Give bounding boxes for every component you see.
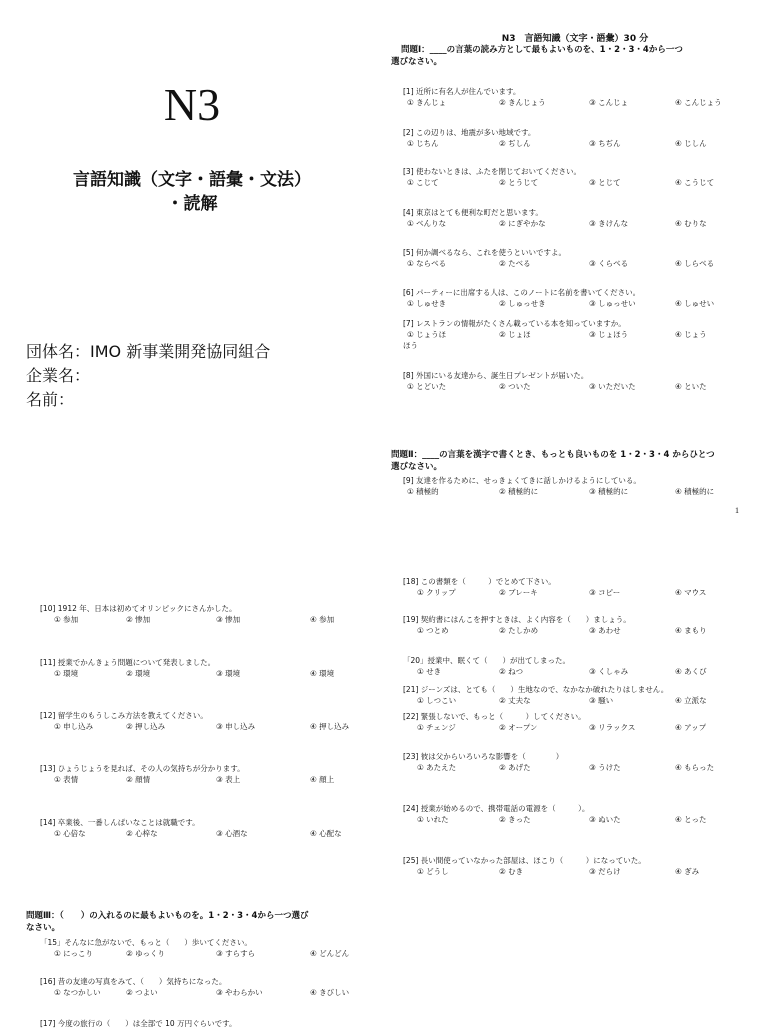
answer-options xyxy=(403,258,715,269)
question-item xyxy=(40,710,350,732)
answer-option[interactable]: ④ あくび xyxy=(675,667,707,676)
answer-option[interactable]: ① にっこり xyxy=(54,949,93,958)
question-stem: [8] 外国にいる友達から、誕生日プレゼントが届いた。 xyxy=(403,371,589,380)
section3-heading xyxy=(26,910,308,934)
answer-option[interactable]: ① 心倍な xyxy=(54,829,86,838)
answer-option[interactable]: ① せき xyxy=(417,667,442,676)
answer-option[interactable]: ③ リラックス xyxy=(589,723,636,732)
answer-option[interactable]: ③ やわらかい xyxy=(216,988,263,997)
answer-options xyxy=(40,614,335,625)
answer-option[interactable]: ② 心梓な xyxy=(126,829,158,838)
question-item xyxy=(40,763,335,785)
question-item xyxy=(40,603,335,625)
answer-option[interactable]: ④ 立派な xyxy=(675,696,707,705)
question-stem: [24] 授業が始めるので、携帯電話の電源を（ ）。 xyxy=(403,804,590,813)
answer-option[interactable]: ① ならべる xyxy=(407,259,447,268)
answer-option[interactable]: ② ついた xyxy=(499,382,531,391)
section2-heading xyxy=(391,449,715,473)
answer-option[interactable]: ① とどいた xyxy=(407,382,447,391)
question-stem: 「20」授業中、眠くて（ ）が出てしまった。 xyxy=(403,656,571,665)
answer-option[interactable]: ③ くしゃみ xyxy=(589,667,629,676)
answer-option[interactable]: ② じょほ xyxy=(499,330,531,339)
answer-option[interactable]: ② 惨加 xyxy=(126,615,151,624)
answer-options xyxy=(40,774,335,785)
answer-option[interactable]: ② 押し込み xyxy=(126,722,166,731)
question-stem: [12] 留学生のもうしこみ方法を教えてください。 xyxy=(40,711,208,720)
page-number: 1 xyxy=(735,506,739,515)
answer-options xyxy=(403,722,707,733)
answer-option[interactable]: ① じょうほ xyxy=(407,330,447,339)
question-stem: [17] 今度の旅行の（ ）は全部で 10 万円ぐらいです。 xyxy=(40,1019,237,1028)
answer-option[interactable]: ④ しらべる xyxy=(675,259,715,268)
answer-options xyxy=(40,668,335,679)
question-stem: [4] 東京はとても便利な町だと思います。 xyxy=(403,208,543,217)
answer-option[interactable]: ③ うけた xyxy=(589,763,621,772)
question-stem: [1] 近所に有名人が住んでいます。 xyxy=(403,87,521,96)
answer-option[interactable]: ③ しゅっせい xyxy=(589,299,636,308)
answer-option[interactable]: ③ くらべる xyxy=(589,259,629,268)
question-item xyxy=(403,751,715,773)
answer-option[interactable]: ③ すらすら xyxy=(216,949,256,958)
answer-option[interactable]: ③ 心酒な xyxy=(216,829,248,838)
answer-option[interactable]: ② 積極的に xyxy=(499,487,539,496)
answer-options xyxy=(403,329,707,351)
cover-title: N3 xyxy=(163,79,221,130)
answer-option[interactable]: ④ しゅせい xyxy=(675,299,715,308)
answer-option[interactable]: ④ むりな xyxy=(675,219,707,228)
answer-options xyxy=(403,666,707,677)
question-item xyxy=(403,166,715,188)
cover-subtitle xyxy=(0,168,384,216)
answer-option[interactable]: ① 積極的 xyxy=(407,487,439,496)
answer-option[interactable]: ② しゅっせき xyxy=(499,299,546,308)
answer-option[interactable]: ② きった xyxy=(499,815,531,824)
question-stem: [21] ジーンズは、とても（ ）生地なので、なかなか破れたりはしません。 xyxy=(403,685,669,694)
cover-subtitle-line2: ・読解 xyxy=(166,194,218,214)
answer-option[interactable]: ② 環境 xyxy=(126,669,151,678)
answer-option[interactable]: ④ もらった xyxy=(675,763,715,772)
answer-option[interactable]: ① クリップ xyxy=(417,588,456,597)
answer-option[interactable]: ① しつこい xyxy=(417,696,457,705)
answer-options xyxy=(403,218,707,229)
question-item xyxy=(403,207,707,229)
answer-option[interactable]: ④ 押し込み xyxy=(310,722,350,731)
answer-option[interactable]: ③ 申し込み xyxy=(216,722,256,731)
question-item xyxy=(40,657,335,679)
answer-option[interactable]: ③ とじて xyxy=(589,178,621,187)
answer-options xyxy=(40,828,342,839)
answer-option[interactable]: ① 申し込み xyxy=(54,722,94,731)
question-stem: [19] 契約書にはんこを押すときは、よく内容を（ ）ましょう。 xyxy=(403,615,631,624)
question-stem: [9] 友達を作るために、せっきょくてきに話しかけるようにしている。 xyxy=(403,476,641,485)
answer-option[interactable]: ① チェンジ xyxy=(417,723,456,732)
answer-options xyxy=(403,298,715,309)
answer-option[interactable]: ② ぢしん xyxy=(499,139,531,148)
question-stem: [7] レストランの情報がたくさん載っている本を知っていますか。 xyxy=(403,319,626,328)
cover-info xyxy=(26,340,270,412)
question-item xyxy=(403,370,707,392)
question-stem: [2] この辺りは、地震が多い地域です。 xyxy=(403,128,536,137)
answer-option[interactable]: ① 環境 xyxy=(54,669,79,678)
section1-heading xyxy=(391,44,683,68)
question-item xyxy=(403,86,722,108)
question-stem: [5] 何か調べるなら、これを使うといいですよ。 xyxy=(403,248,567,257)
answer-option[interactable]: ② たべる xyxy=(499,259,531,268)
question-item xyxy=(403,247,715,269)
question-stem: [16] 昔の友達の写真をみて、（ ）気持ちになった。 xyxy=(40,977,227,986)
answer-option[interactable]: ① どうし xyxy=(417,867,449,876)
question-stem: [22] 緊張しないで、もっと（ ）してください。 xyxy=(403,712,586,721)
answer-options xyxy=(403,762,715,773)
answer-option[interactable]: ① じちん xyxy=(407,139,439,148)
answer-option[interactable]: ④ じしん xyxy=(675,139,707,148)
answer-option[interactable]: ④ じょう xyxy=(675,330,707,339)
section3-heading-line1: 問題Ⅲ：（ ）の入れるのに最もよいものを。1・2・3・4から一つ選び xyxy=(26,911,309,921)
answer-option[interactable]: ③ だらけ xyxy=(589,867,621,876)
answer-options xyxy=(403,625,707,636)
answer-option[interactable]: ④ ぎみ xyxy=(675,867,700,876)
question-item xyxy=(40,976,350,998)
section2-heading-line1: 問題Ⅱ：____の言葉を漢字で書くとき、もっとも良いものを 1・2・3・4 からひとつ xyxy=(391,450,715,460)
sheet-title: N3 言語知識（文字・語彙）30 分 xyxy=(501,34,649,44)
answer-option[interactable]: ① つとめ xyxy=(417,626,449,635)
answer-option-wrap: ほう xyxy=(403,341,418,350)
answer-option[interactable]: ① こじて xyxy=(407,178,439,187)
answer-options xyxy=(40,948,350,959)
answer-options xyxy=(403,97,722,108)
answer-options xyxy=(403,138,707,149)
answer-options xyxy=(403,587,707,598)
question-item xyxy=(403,711,707,733)
answer-option[interactable]: ④ こうじて xyxy=(675,178,715,187)
answer-option[interactable]: ② 顔情 xyxy=(126,775,151,784)
answer-option[interactable]: ③ ぬいた xyxy=(589,815,621,824)
answer-option[interactable]: ③ 表上 xyxy=(216,775,241,784)
answer-option[interactable]: ④ 顔上 xyxy=(310,775,335,784)
answer-option[interactable]: ④ 環境 xyxy=(310,669,335,678)
answer-option[interactable]: ① いれた xyxy=(417,815,449,824)
answer-option[interactable]: ③ 惨加 xyxy=(216,615,241,624)
answer-option[interactable]: ③ 騒い xyxy=(589,696,614,705)
question-item xyxy=(40,937,350,959)
answer-option[interactable]: ② オープン xyxy=(499,723,538,732)
answer-options xyxy=(40,987,350,998)
answer-option[interactable]: ③ きけんな xyxy=(589,219,629,228)
answer-options xyxy=(403,177,715,188)
company-label: 企業名： xyxy=(26,366,91,385)
answer-options xyxy=(403,486,715,497)
answer-options xyxy=(40,721,350,732)
question-stem: [23] 彼は父からいろいろな影響を（ ） xyxy=(403,752,564,761)
cover-subtitle-line1: 言語知識（文字・語彙・文法） xyxy=(73,170,311,190)
question-item xyxy=(403,475,715,497)
answer-option[interactable]: ① 表情 xyxy=(54,775,79,784)
answer-option[interactable]: ④ きびしい xyxy=(310,988,350,997)
answer-option[interactable]: ② ねつ xyxy=(499,667,524,676)
question-stem: 「15」そんなに急がないで、もっと（ ）歩いてください。 xyxy=(40,938,252,947)
answer-option[interactable]: ④ こんじょう xyxy=(675,98,722,107)
question-item xyxy=(403,614,707,636)
answer-options xyxy=(403,695,707,706)
section2-heading-line2: 選びなさい。 xyxy=(391,462,443,472)
question-item xyxy=(403,318,707,351)
answer-option[interactable]: ④ どんどん xyxy=(310,949,350,958)
answer-option[interactable]: ③ あわせ xyxy=(589,626,621,635)
question-item xyxy=(403,287,715,309)
question-stem: [6] パーティーに出席する人は、このノートに名前を書いてください。 xyxy=(403,288,641,297)
question-item xyxy=(403,655,707,677)
question-stem: [10] 1912 年、日本は初めてオリンピックにさんかした。 xyxy=(40,604,237,613)
answer-option[interactable]: ③ コピー xyxy=(589,588,621,597)
answer-option[interactable]: ② むき xyxy=(499,867,524,876)
answer-option[interactable]: ③ こんじょ xyxy=(589,98,629,107)
answer-options xyxy=(403,381,707,392)
answer-option[interactable]: ② ゆっくり xyxy=(126,949,166,958)
question-stem: [13] ひょうじょうを見れば、その人の気持ちが分かります。 xyxy=(40,764,245,773)
answer-option[interactable]: ④ まもり xyxy=(675,626,707,635)
answer-options xyxy=(403,866,700,877)
section1-heading-line1: 問題Ⅰ：____の言葉の読み方として最もよいものを、1・2・3・4から一つ xyxy=(401,45,683,55)
section1-heading-line2: 選びなさい。 xyxy=(391,57,443,67)
answer-option[interactable]: ③ いただいた xyxy=(589,382,636,391)
answer-option[interactable]: ① 参加 xyxy=(54,615,79,624)
answer-option[interactable]: ① なつかしい xyxy=(54,988,101,997)
answer-option[interactable]: ③ 環境 xyxy=(216,669,241,678)
question-item xyxy=(403,684,707,706)
answer-option[interactable]: ① しゅせき xyxy=(407,299,447,308)
question-stem: [18] この書類を（ ）でとめて下さい。 xyxy=(403,577,556,586)
answer-option[interactable]: ③ じょほう xyxy=(589,330,629,339)
question-item xyxy=(403,576,707,598)
answer-option[interactable]: ② 丈夫な xyxy=(499,696,531,705)
question-item xyxy=(403,803,707,825)
question-stem: [11] 授業でかんきょう問題について発表しました。 xyxy=(40,658,216,667)
answer-option[interactable]: ④ マウス xyxy=(675,588,707,597)
org-label: 団体名：IMO 新事業開発協同組合 xyxy=(26,342,271,361)
question-stem: [14] 卒業後、一番しんぱいなことは就職です。 xyxy=(40,818,200,827)
answer-option[interactable]: ④ といた xyxy=(675,382,707,391)
answer-option[interactable]: ② とうじて xyxy=(499,178,539,187)
answer-option[interactable]: ② にぎやかな xyxy=(499,219,546,228)
answer-option[interactable]: ① べんりな xyxy=(407,219,447,228)
question-item xyxy=(403,855,700,877)
answer-option[interactable]: ③ ちぢん xyxy=(589,139,621,148)
answer-option[interactable]: ④ 参加 xyxy=(310,615,335,624)
question-item xyxy=(40,817,342,839)
answer-option[interactable]: ④ アップ xyxy=(675,723,707,732)
answer-option[interactable]: ① あたえた xyxy=(417,763,457,772)
answer-option[interactable]: ② あげた xyxy=(499,763,531,772)
answer-option[interactable]: ② たしかめ xyxy=(499,626,539,635)
answer-option[interactable]: ② つよい xyxy=(126,988,158,997)
answer-option[interactable]: ③ 積極的に xyxy=(589,487,629,496)
question-stem: [25] 長い間使っていなかった部屋は、ほこり（ ）になっていた。 xyxy=(403,856,646,865)
question-stem: [3] 使わないときは、ふたを閉じておいてください。 xyxy=(403,167,582,176)
answer-option[interactable]: ② ブレーキ xyxy=(499,588,538,597)
name-label: 名前： xyxy=(26,390,75,409)
answer-option[interactable]: ④ 心配な xyxy=(310,829,342,838)
section3-heading-line2: なさい。 xyxy=(26,923,61,933)
answer-option[interactable]: ① きんじょ xyxy=(407,98,447,107)
answer-option[interactable]: ④ とった xyxy=(675,815,707,824)
question-item xyxy=(403,127,707,149)
answer-option[interactable]: ② きんじょう xyxy=(499,98,546,107)
answer-option[interactable]: ④ 積極的に xyxy=(675,487,715,496)
answer-options xyxy=(403,814,707,825)
